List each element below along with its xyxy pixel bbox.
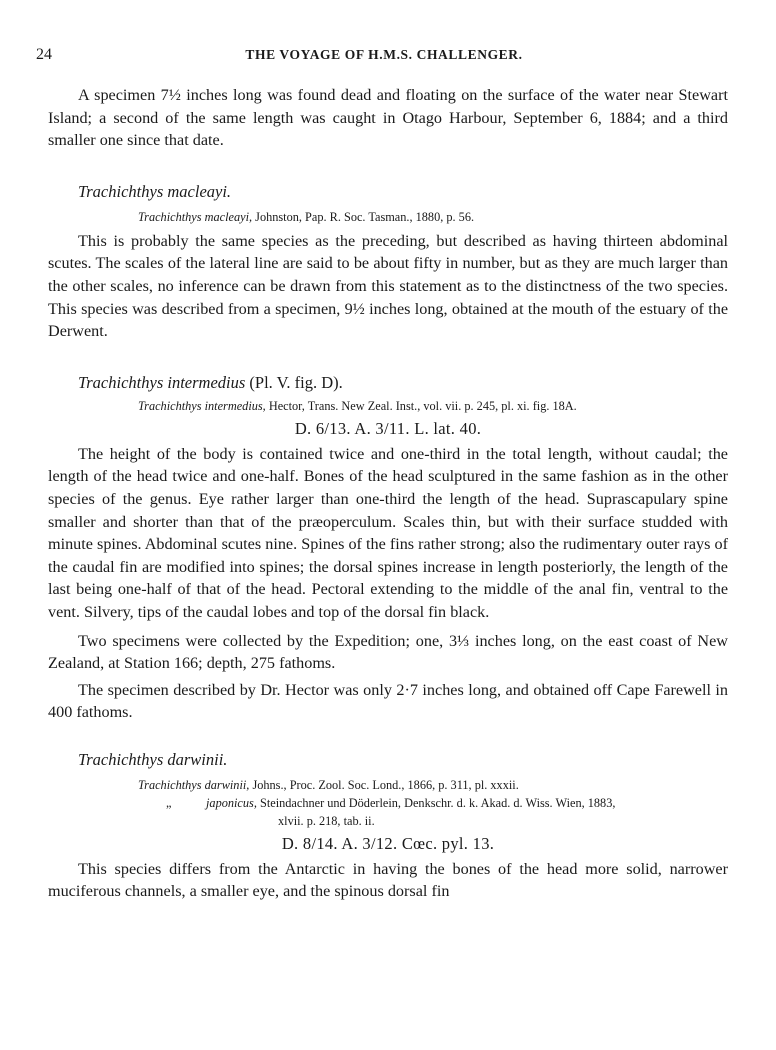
synonym-reference: Johns., Proc. Zool. Soc. Lond., 1866, p. 311, pl. xxxii.	[249, 777, 519, 792]
specimens-paragraph: Two specimens were collected by the Expedition; one, 3⅓ inches long, on the east coast of New Zealand, at Station 166; depth, 275 fathoms.	[48, 631, 728, 673]
page-header	[36, 46, 732, 68]
ditto-mark: „	[166, 795, 172, 810]
synonym-genus: Trachichthys macleayi,	[138, 209, 253, 224]
synonym-macleayi	[48, 208, 728, 226]
synonym-japonicus-continued: xlvii. p. 218, tab. ii.	[278, 813, 375, 828]
page-number: 24	[36, 46, 52, 63]
intro-paragraph: A specimen 7½ inches long was found dead and floating on the surface of the water near Stewart Island; a second of the same length was caught in Otago Harbour, September 6, 1884; and a third smaller one since that date.	[48, 86, 728, 150]
species-name: Trachichthys intermedius	[78, 372, 246, 392]
description-darwinii: This species differs from the Antarctic in having the bones of the head more solid, narrower muciferous channels, a smaller eye, and the spinous dorsal fin	[48, 859, 728, 901]
synonym-darwinii	[48, 776, 728, 794]
hector-paragraph: The specimen described by Dr. Hector was only 2·7 inches long, and obtained off Cape Farewell in 400 fathoms.	[48, 680, 728, 722]
plate-reference: (Pl. V. fig. D).	[245, 372, 343, 392]
synonym-genus: japonicus,	[206, 795, 257, 810]
synonym-genus: Trachichthys darwinii,	[138, 777, 250, 792]
page-body	[48, 84, 728, 903]
fin-formula-darwinii: D. 8/14. A. 3/12. Cœc. pyl. 13.	[281, 833, 495, 853]
synonym-japonicus	[48, 794, 728, 812]
fin-formula-intermedius: D. 6/13. A. 3/11. L. lat. 40.	[294, 418, 482, 438]
description-macleayi: This is probably the same species as the preceding, but described as having thirteen abdominal scutes. The scales of the lateral line are said to be about fifty in number, but as they are much larger than the other scales, no inference can be drawn from this statement as to the distinctness of the two species. This species was described from a specimen, 9½ inches long, obtained at the mouth of the estuary of the Derwent.	[48, 231, 728, 341]
species-heading-macleayi: Trachichthys macleayi.	[78, 181, 232, 201]
species-heading-intermedius	[48, 373, 728, 393]
synonym-reference: Steindachner und Döderlein, Denkschr. d. k. Akad. d. Wiss. Wien, 1883,	[256, 795, 616, 810]
running-title: THE VOYAGE OF H.M.S. CHALLENGER.	[245, 47, 523, 62]
synonym-reference: Hector, Trans. New Zeal. Inst., vol. vii. p. 245, pl. xi. fig. 18A.	[265, 398, 577, 413]
synonym-reference: Johnston, Pap. R. Soc. Tasman., 1880, p. 56.	[252, 209, 475, 224]
synonym-genus: Trachichthys intermedius,	[138, 398, 266, 413]
description-intermedius: The height of the body is contained twice and one-third in the total length, without caudal; the length of the head twice and one-half. Bones of the head sculptured in the same fashion as in the other species of the genus. Eye rather larger than one-third the length of the head. Suprascapulary spine smaller and shorter than that of the præoperculum. Scales thin, but with their surface studded with minute spines. Abdominal scutes nine. Spines of the fins rather strong; also the rudimentary outer rays of the caudal fin are modified into spines; the dorsal spines increase in length posteriorly, the length of the last being one-half of that of the head. Pectoral extending to the middle of the anal fin, ventral to the vent. Silvery, tips of the caudal lobes and top of the dorsal fin black.	[48, 444, 728, 621]
synonym-intermedius	[48, 397, 728, 415]
species-heading-darwinii: Trachichthys darwinii.	[78, 749, 228, 769]
